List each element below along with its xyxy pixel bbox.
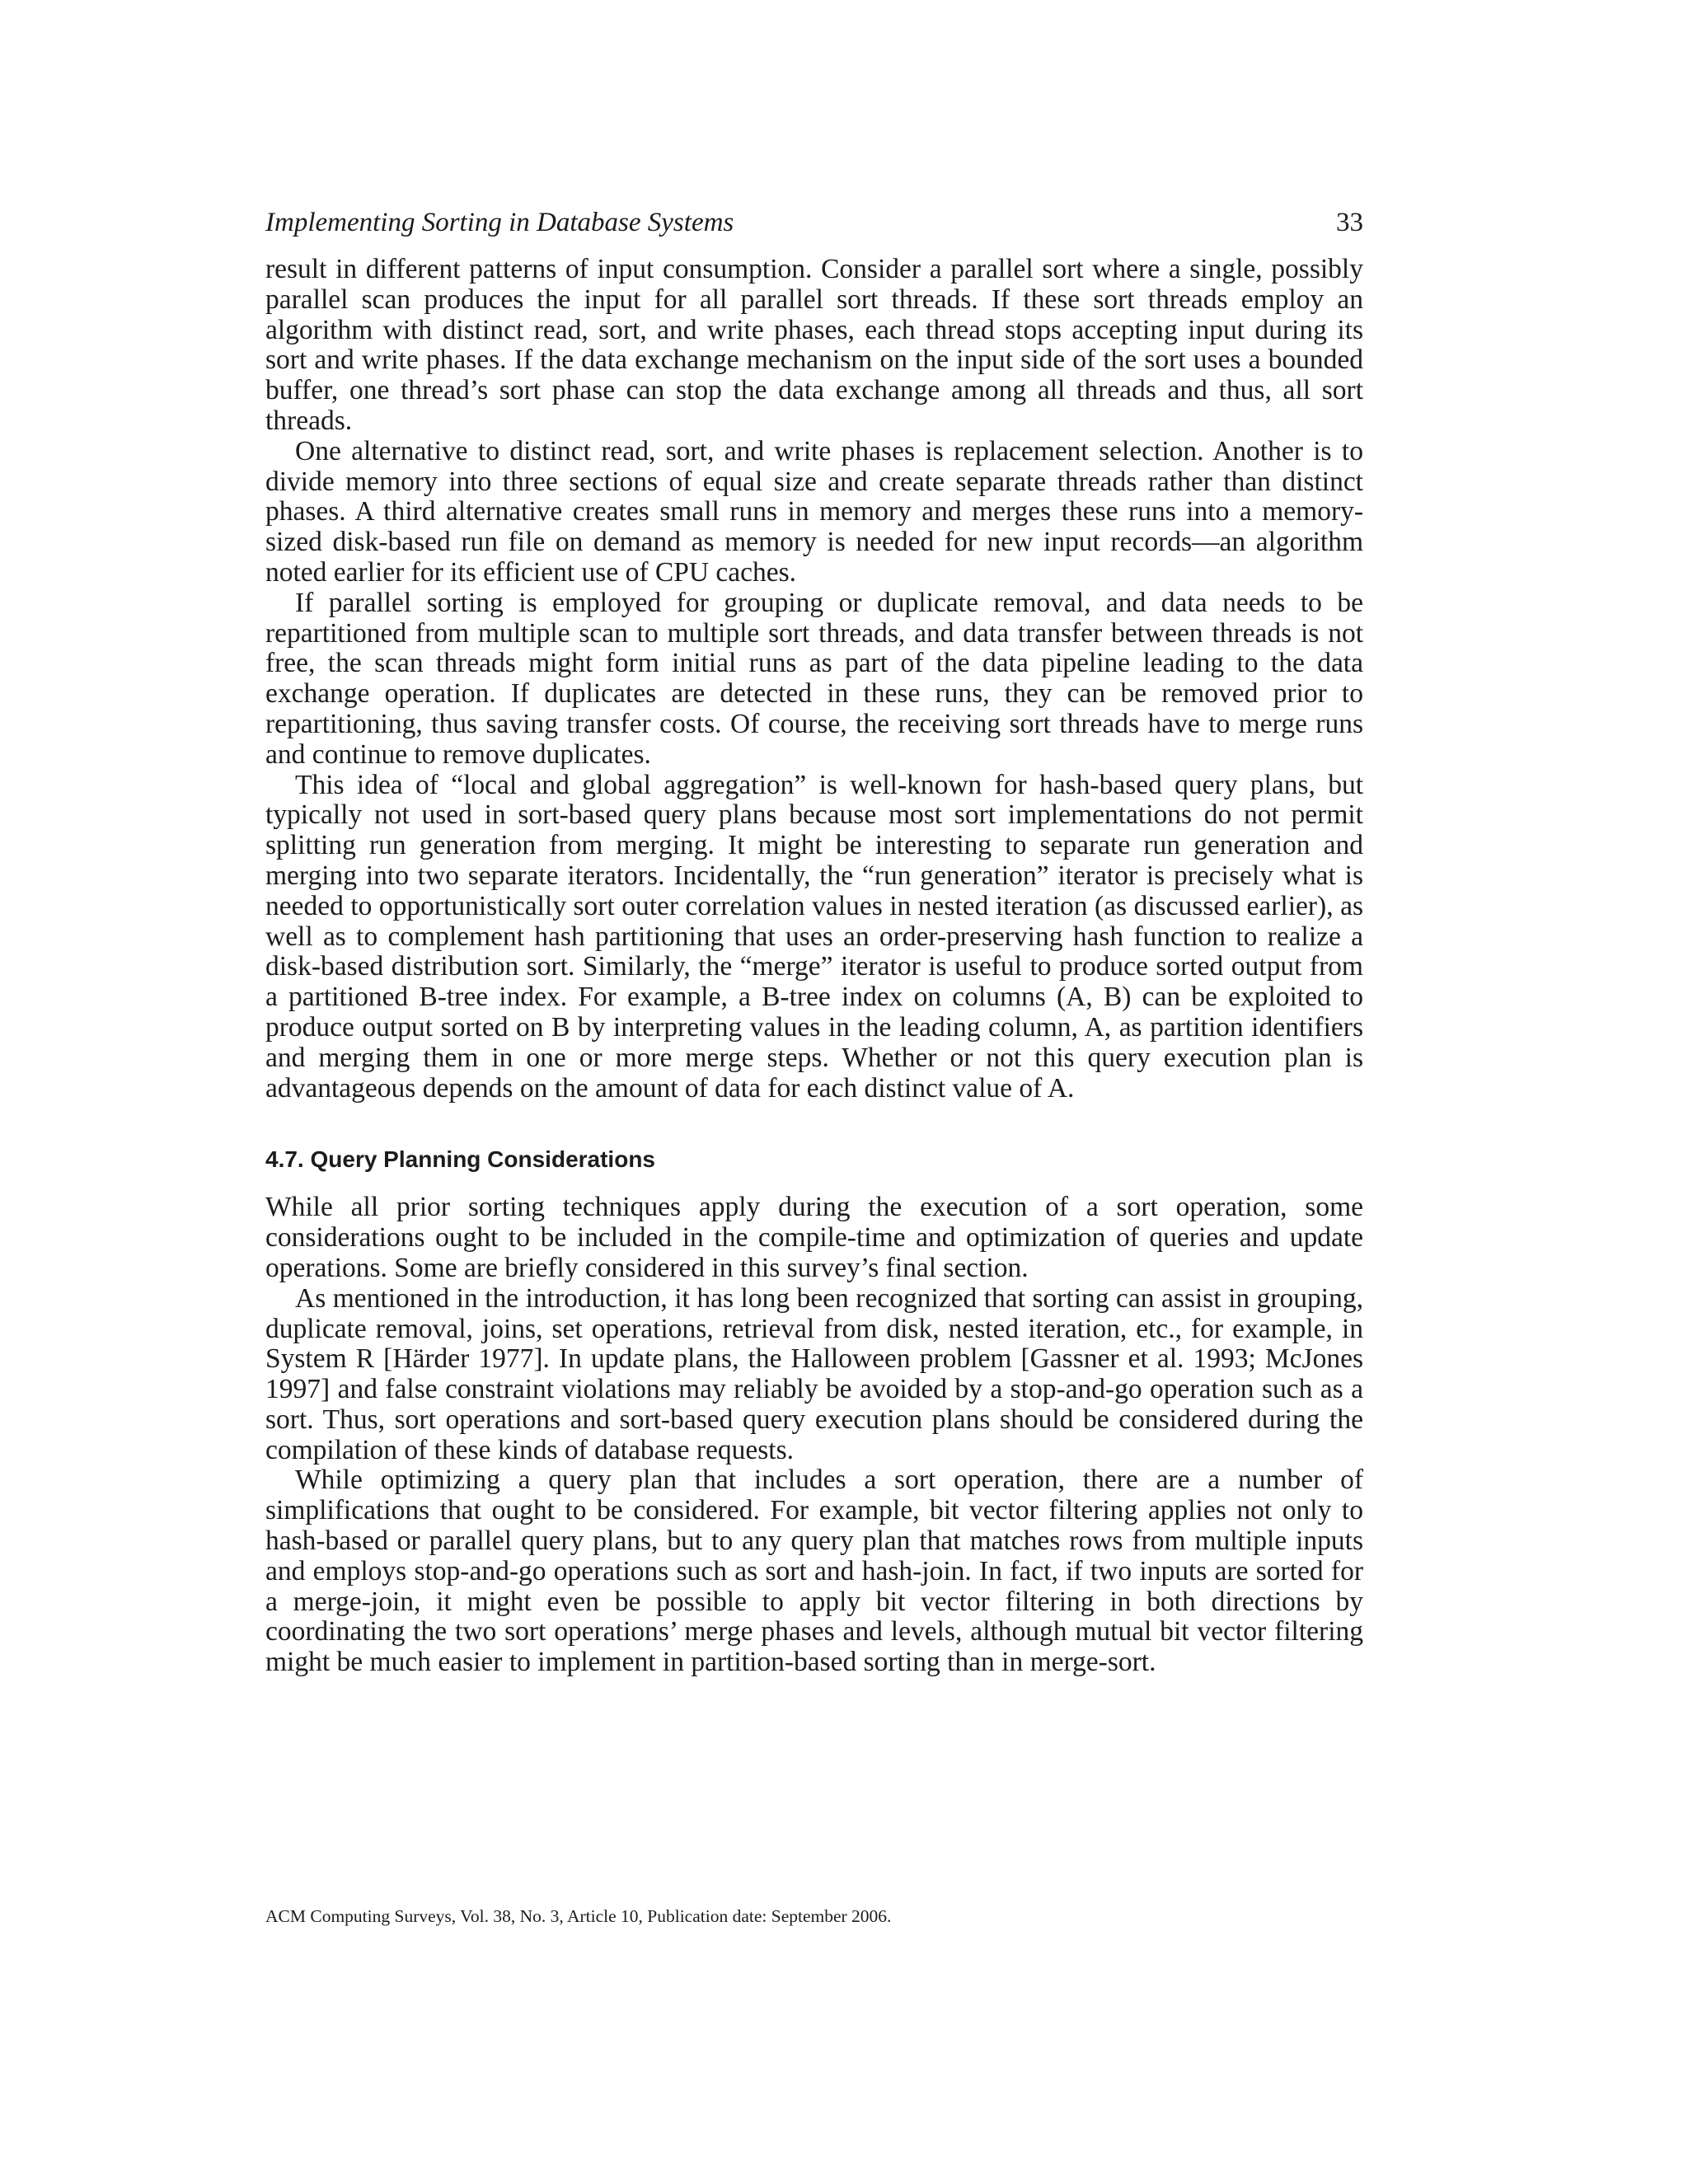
body-text-section (265, 1193, 1363, 1678)
paragraph: This idea of “local and global aggregation” is well-known for hash-based query plans, but typically not used in sort-based query plans because most sort implementations do not permit splitting run generation from merging. It might be interesting to separate run generation and merging into two separate iterators. Incidentally, the “run generation” iterator is precisely what is needed to opportunistically sort outer correlation values in nested iteration (as discussed earlier), as well as to complement hash partitioning that uses an order-preserving hash function to realize a disk-based distribution sort. Similarly, the “merge” iterator is useful to produce sorted output from a partitioned B-tree index. For example, a B-tree index on columns (A, B) can be exploited to produce output sorted on B by interpreting values in the leading column, A, as partition identifiers and merging them in one or more merge steps. Whether or not this query execution plan is advantageous depends on the amount of data for each distinct value of A. (265, 769, 1363, 1104)
body-text-top (265, 255, 1363, 1104)
page-content (265, 202, 1363, 1678)
section-heading: 4.7. Query Planning Considerations (265, 1146, 655, 1173)
paragraph: As mentioned in the introduction, it has long been recognized that sorting can assist in grouping, duplicate removal, joins, set operations, retrieval from disk, nested iteration, etc., for example, in System R [Härder 1977]. In update plans, the Halloween problem [Gassner et al. 1993; McJones 1997] and false constraint violations may reliably be avoided by a stop-and-go operation such as a sort. Thus, sort operations and sort-based query execution plans should be considered during the compilation of these kinds of database requests. (265, 1282, 1363, 1465)
paragraph: One alternative to distinct read, sort, and write phases is replacement selection. Another is to divide memory into three sections of equal size and create separate threads rather than distinct phases. A third alternative creates small runs in memory and merges these runs into a memory-sized disk-based run file on demand as memory is needed for new input records—an algorithm noted earlier for its efficient use of CPU caches. (265, 435, 1363, 588)
paragraph: result in different patterns of input consumption. Consider a parallel sort where a single, possibly parallel scan produces the input for all parallel sort threads. If these sort threads employ an algorithm with distinct read, sort, and write phases, each thread stops accepting input during its sort and write phases. If the data exchange mechanism on the input side of the sort uses a bounded buffer, one thread’s sort phase can stop the data exchange among all threads and thus, all sort threads. (265, 254, 1363, 436)
paragraph: While all prior sorting techniques apply during the execution of a sort operation, some considerations ought to be included in the compile-time and optimization of queries and update operations. Some are briefly considered in this survey’s final section. (265, 1192, 1363, 1283)
journal-footer: ACM Computing Surveys, Vol. 38, No. 3, Article 10, Publication date: September 2006. (265, 1906, 892, 1926)
running-title: Implementing Sorting in Database Systems (265, 208, 734, 237)
page-number: 33 (1336, 208, 1363, 237)
paragraph: If parallel sorting is employed for grouping or duplicate removal, and data needs to be repartitioned from multiple scan to multiple sort threads, and data transfer between threads is not free, the scan threads might form initial runs as part of the data pipeline leading to the data exchange operation. If duplicates are detected in these runs, they can be removed prior to repartitioning, thus saving transfer costs. Of course, the receiving sort threads have to merge runs and continue to remove duplicates. (265, 587, 1363, 770)
running-head (265, 202, 1363, 243)
paragraph: While optimizing a query plan that includes a sort operation, there are a number of simplifications that ought to be considered. For example, bit vector filtering applies not only to hash-based or parallel query plans, but to any query plan that matches rows from multiple inputs and employs stop-and-go operations such as sort and hash-join. In fact, if two inputs are sorted for a merge-join, it might even be possible to apply bit vector filtering in both directions by coordinating the two sort operations’ merge phases and levels, although mutual bit vector filtering might be much easier to implement in partition-based sorting than in merge-sort. (265, 1465, 1363, 1678)
